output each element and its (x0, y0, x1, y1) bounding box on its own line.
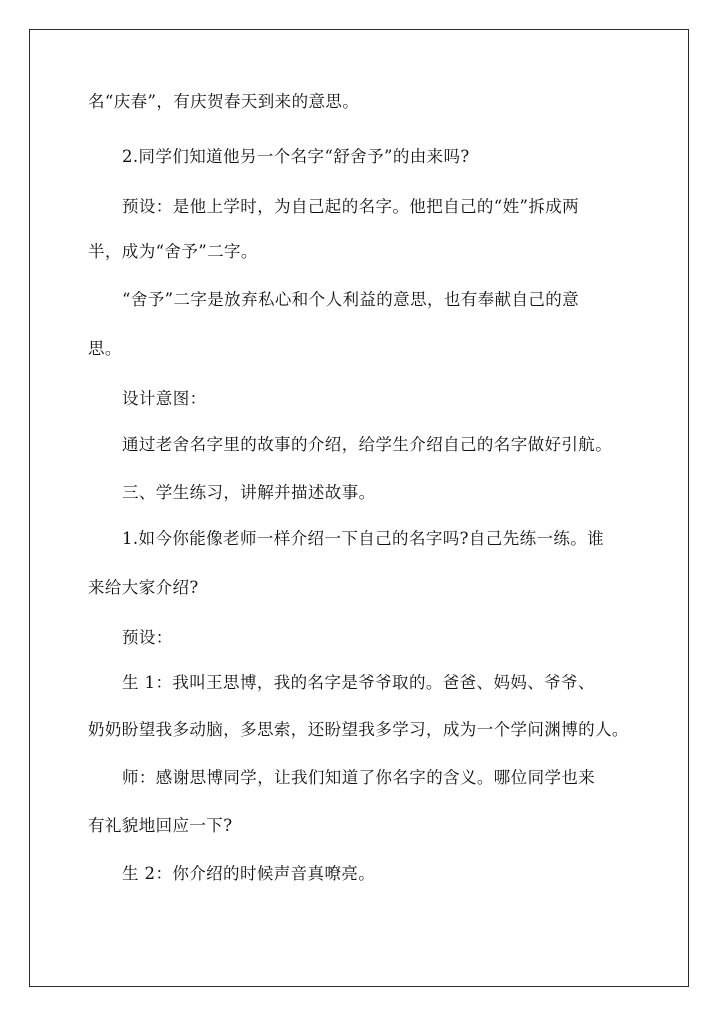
paragraph-line: 半，成为“舍予”二字。 (88, 242, 258, 261)
paragraph-line: 2.同学们知道他另一个名字“舒舍予”的由来吗? (122, 147, 470, 166)
paragraph-line: 预设： (122, 628, 173, 647)
section-heading: 三、学生练习，讲解并描述故事。 (122, 483, 376, 502)
paragraph-line: 名“庆春”，有庆贺春天到来的意思。 (88, 92, 360, 111)
paragraph-line: 生 2：你介绍的时候声音真嘹亮。 (122, 864, 376, 883)
paragraph-line: 预设：是他上学时，为自己起的名字。他把自己的“姓”拆成两 (122, 197, 580, 216)
paragraph-line: 生 1：我叫王思博，我的名字是爷爷取的。爸爸、妈妈、爷爷、 (122, 673, 595, 692)
paragraph-line: “舍予”二字是放弃私心和个人利益的意思，也有奉献自己的意 (122, 290, 580, 309)
page-border (29, 29, 689, 987)
paragraph-line: 来给大家介绍? (88, 578, 199, 597)
paragraph-line: 有礼貌地回应一下? (88, 816, 233, 835)
paragraph-line: 设计意图： (122, 389, 207, 408)
paragraph-line: 1.如今你能像老师一样介绍一下自己的名字吗?自己先练一练。谁 (122, 529, 605, 548)
paragraph-line: 通过老舍名字里的故事的介绍，给学生介绍自己的名字做好引航。 (122, 435, 613, 454)
paragraph-line: 师：感谢思博同学，让我们知道了你名字的含义。哪位同学也来 (122, 768, 596, 787)
paragraph-line: 奶奶盼望我多动脑，多思索，还盼望我多学习，成为一个学问渊博的人。 (88, 720, 629, 739)
paragraph-line: 思。 (88, 339, 122, 358)
